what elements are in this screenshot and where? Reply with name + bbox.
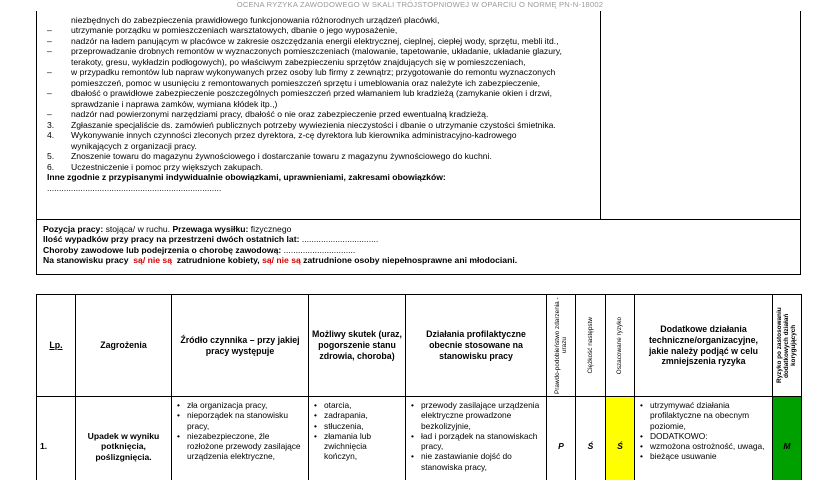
duty-text: nadzór nad powierzonymi narzędziami pracy, dbałość o nie oraz zabezpieczenie przed ewentualną kradzieżą.: [71, 109, 489, 120]
women-choice: są/ nie są: [133, 255, 172, 266]
work-position-row: [43, 224, 794, 234]
duty-line: [47, 151, 607, 161]
number-marker: 5.: [47, 151, 55, 162]
duty-line: [47, 88, 607, 98]
duty-text: Znoszenie towaru do magazynu żywnościowego i dostarczanie towaru z magazynu żywnościowego do kuchni.: [71, 151, 492, 162]
duties-section: [36, 11, 801, 220]
row-additional: [635, 397, 773, 480]
duty-text: wynikających z organizacji pracy.: [71, 140, 197, 151]
row-effects: [309, 397, 406, 480]
duty-text: Wykonywanie innych czynności zleconych przez dyrektora, z-cę dyrektora lub kierownika administracyjno-kadrowego: [71, 130, 517, 141]
row-estimated-risk: Ś: [606, 397, 635, 480]
bullet-list: [409, 400, 543, 472]
header-probability: Prawdo-podobieństwo zdarzenia - urazu: [547, 295, 576, 397]
number-marker: 6.: [47, 161, 55, 172]
work-conditions-section: [36, 220, 801, 275]
effort-value: fizycznego: [248, 224, 292, 234]
accidents-label: Ilość wypadków przy pracy na przestrzeni dwóch ostatnich lat:: [43, 234, 300, 245]
duty-line: [47, 78, 607, 88]
duty-line: [47, 109, 607, 119]
dash-marker: –: [47, 67, 52, 78]
dash-marker: –: [47, 109, 52, 120]
accidents-dots: ................................: [299, 234, 379, 245]
duty-text: niezbędnych do zabezpieczenia prawidłowego funkcjonowania różnorodnych urządzeń placówki,: [71, 15, 440, 25]
duty-line: [47, 15, 607, 25]
header-source: Źródło czynnika – przy jakiej pracy występuje: [172, 295, 309, 397]
effort-label: Przewaga wysiłku:: [172, 224, 249, 234]
list-item: • nieporządek na stanowisku pracy,: [175, 410, 305, 431]
list-item: • zadrapania,: [312, 410, 402, 420]
duties-side-column: [600, 11, 800, 219]
duty-text: nadzór na ładem panującym w placówce w zakresie oszczędzania energii elektrycznej, cieplnej, ciepłej wody, sprzętu, mebli itd.,: [71, 35, 559, 46]
header-hazards: Zagrożenia: [76, 295, 172, 397]
table-row: [37, 397, 802, 480]
duty-text: Zgłaszanie specjaliście ds. zamówień publicznych potrzeby wywiezienia nieczystości i dbanie o utrzymanie czystości śmietnika.: [71, 119, 556, 130]
header-effect: Możliwy skutek (uraz, pogorszenie stanu zdrowia, choroba): [309, 295, 406, 397]
list-item: • bieżące usuwanie: [638, 451, 769, 461]
list-item: • nie zastawianie dojść do stanowiska pracy,: [409, 451, 543, 472]
dash-marker: –: [47, 88, 52, 99]
employment-row: [43, 255, 794, 265]
header-additional: Dodatkowe działania techniczne/organizacyjne, jakie należy podjąć w celu zmniejszenia ryzyka: [635, 295, 773, 397]
duty-line: [47, 57, 607, 67]
diseases-dots: ..............................: [281, 244, 356, 255]
diseases-row: [43, 245, 794, 255]
women-text: zatrudnione kobiety,: [176, 255, 260, 266]
duty-line: [47, 120, 607, 130]
list-item: • przewody zasilające urządzenia elektryczne prowadzone bezkolizyjnie,: [409, 400, 543, 431]
duty-line: [47, 36, 607, 46]
duty-line: [47, 162, 607, 172]
position-label: Pozycja pracy:: [43, 224, 104, 234]
duty-text: dbałość o prawidłowe zabezpieczenie poszczególnych pomieszczeń przed włamaniem lub kradzieżą (zamykanie okien i drzwi,: [71, 88, 553, 99]
bullet-list: [312, 400, 402, 462]
diseases-label: Choroby zawodowe lub podejrzenia o chorobę zawodową:: [43, 244, 282, 255]
number-marker: 3.: [47, 119, 55, 130]
header-estimated-risk: Oszacowane ryzyko: [606, 295, 635, 397]
header-measures: Działania profilaktyczne obecnie stosowane na stanowisku pracy: [406, 295, 547, 397]
duty-line: [47, 141, 607, 151]
position-value: stojąca/ w ruchu.: [103, 224, 171, 234]
risk-assessment-table: [36, 294, 802, 480]
header-lp: Lp.: [37, 295, 76, 397]
dash-marker: –: [47, 35, 52, 46]
list-item: • ład i porządek na stanowiskach pracy,: [409, 431, 543, 452]
list-item: • otarcia,: [312, 400, 402, 410]
accidents-row: [43, 234, 794, 244]
bullet-list: [175, 400, 305, 462]
duty-text: sprawdzanie i naprawa zamków, wymiana kłódek itp.,): [71, 98, 278, 109]
row-probability: P: [547, 397, 576, 480]
list-item: • złamania lub zwichnięcia kończyn,: [312, 431, 402, 462]
header-severity: Ciężkość następstw: [576, 295, 606, 397]
duty-line: [47, 25, 607, 35]
row-sources: [172, 397, 309, 480]
table-header-row: [37, 295, 802, 397]
duties-list: [47, 15, 607, 193]
row-residual: M: [773, 397, 802, 480]
duty-text: pomieszczeń, pomoc w usunięciu z remontowanych pomieszczeń sprzętu i umeblowania oraz należyte ich zabezpieczenie,: [71, 77, 541, 88]
disabled-text: zatrudnione osoby niepełnosprawne ani młodociani.: [303, 255, 518, 266]
bullet-list: [638, 400, 769, 462]
list-item: • niezabezpieczone, źle rozłożone przewody zasilające urządzenia elektryczne,: [175, 431, 305, 462]
dash-marker: –: [47, 46, 52, 57]
other-duties-heading: Inne zgodnie z przypisanymi indywidualnie obowiązkami, uprawnieniami, zakresami obowiązków:: [47, 172, 446, 183]
dash-marker: –: [47, 25, 52, 36]
list-item: • zła organizacja pracy,: [175, 400, 305, 410]
list-item: • DODATKOWO:: [638, 431, 769, 441]
number-marker: 4.: [47, 130, 55, 141]
station-label: Na stanowisku pracy: [43, 255, 129, 266]
row-severity: Ś: [576, 397, 606, 480]
duty-text: w przypadku remontów lub napraw wykonywanych przez osoby lub firmy z zewnątrz; przygotowanie do remontu wyznaczonych: [71, 67, 556, 78]
list-item: • wzmożona ostrożność, uwaga,: [638, 441, 769, 451]
duty-line: [47, 130, 607, 140]
disabled-choice: są/ nie są: [262, 255, 301, 266]
document-header-title: OCENA RYZYKA ZAWODOWEGO W SKALI TRÓJSTOPNIOWEJ W OPARCIU O NORMĘ PN-N-18002: [236, 0, 604, 9]
duty-line: [47, 67, 607, 77]
duty-line: [47, 46, 607, 56]
duty-text: przeprowadzanie drobnych remontów w wyznaczonych pomieszczeniach (malowanie, tapetowanie, układanie, układanie glazury,: [71, 46, 562, 57]
row-lp: 1.: [37, 397, 76, 480]
list-item: • stłuczenia,: [312, 421, 402, 431]
row-measures: [406, 397, 547, 480]
duty-line: [47, 99, 607, 109]
duty-text: Uczestniczenie i pomoc przy większych zakupach.: [71, 161, 264, 172]
duty-text: terakoty, gresu, wykładzin podłogowych), po właściwym zabezpieczeniu sprzętów znajdujących się w pomieszczeniach,: [71, 56, 526, 67]
header-residual: Ryzyko po zastosowaniu dodatkowych działań korygujących: [773, 295, 802, 397]
row-hazard: Upadek w wyniku potknięcia, poślizgnięcia.: [76, 397, 172, 480]
other-duties-dots: .........................................................................: [47, 182, 222, 193]
duty-text: utrzymanie porządku w pomieszczeniach warsztatowych, dbanie o jego wyposażenie,: [71, 25, 398, 36]
list-item: • utrzymywać działania profilaktyczne na obecnym poziomie,: [638, 400, 769, 431]
